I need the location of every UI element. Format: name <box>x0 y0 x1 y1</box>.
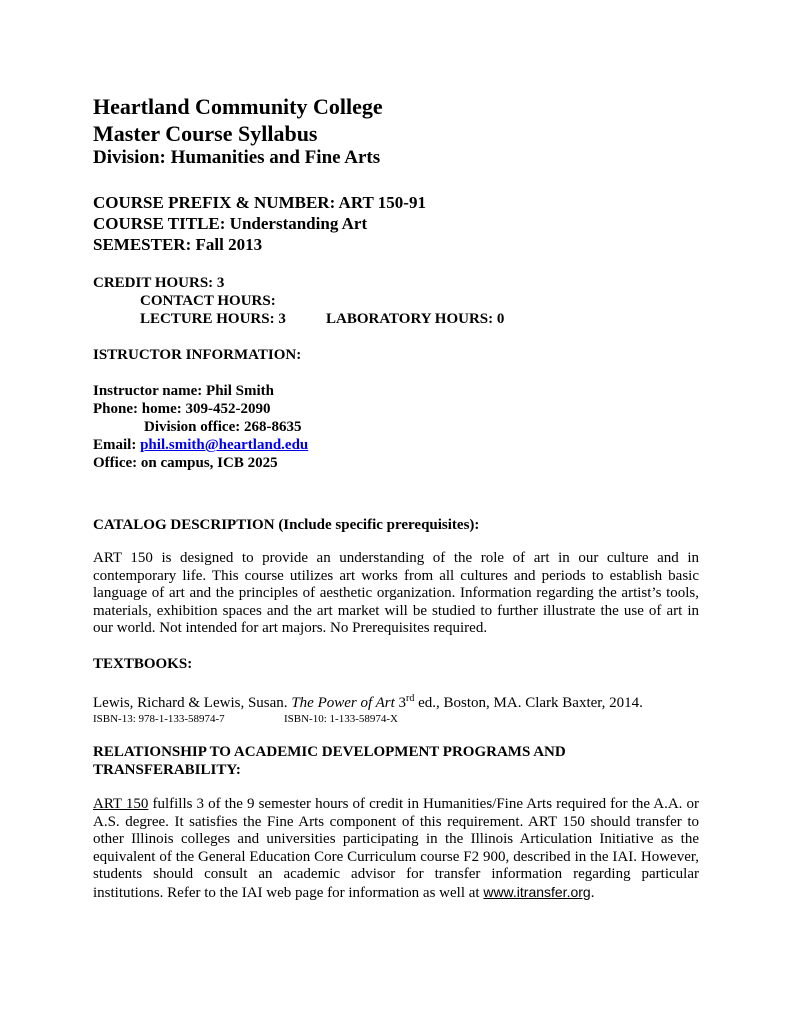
isbn-10: ISBN-10: 1-133-58974-X <box>284 712 398 725</box>
relationship-heading-line1: RELATIONSHIP TO ACADEMIC DEVELOPMENT PROGRAMS AND <box>93 743 566 760</box>
textbook-edition-number: 3 <box>394 694 407 711</box>
contact-hours: CONTACT HOURS: <box>140 293 276 309</box>
textbook-authors: Lewis, Richard & Lewis, Susan. <box>93 694 292 711</box>
instructor-phone: Phone: home: 309-452-2090 <box>93 401 271 417</box>
instructor-office: Office: on campus, ICB 2025 <box>93 455 278 471</box>
division-office-phone: Division office: 268-8635 <box>144 419 302 435</box>
lecture-lab-hours-row <box>93 310 699 328</box>
isbn-13: ISBN-13: 978-1-133-58974-7 <box>93 712 225 725</box>
relationship-text <box>93 796 699 903</box>
email-label: Email: <box>93 437 141 453</box>
catalog-heading-label: CATALOG DESCRIPTION <box>93 517 275 533</box>
course-prefix-number: COURSE PREFIX & NUMBER: ART 150-91 <box>93 193 426 212</box>
instructor-email-line <box>93 436 699 454</box>
instructor-heading: ISTRUCTOR INFORMATION: <box>93 347 302 363</box>
catalog-heading <box>93 516 699 534</box>
course-title: COURSE TITLE: Understanding Art <box>93 214 368 233</box>
lecture-hours: LECTURE HOURS: 3 <box>140 311 286 327</box>
division-heading: Division: Humanities and Fine Arts <box>93 147 381 168</box>
laboratory-hours: LABORATORY HOURS: 0 <box>326 311 505 327</box>
catalog-description: ART 150 is designed to provide an understanding of the role of art in our culture and in contemporary life. This course utilizes art works from all cultures and periods to establish basic language of art and the principles of aesthetic organization. Information regarding the artist’s tools, materials, exhibition spaces and the art market will be studied to further illustrate the use of art in our world. Not intended for art majors. No Prerequisites required. <box>93 550 699 637</box>
relationship-heading-line2: TRANSFERABILITY: <box>93 761 241 778</box>
college-name: Heartland Community College <box>93 94 383 119</box>
document-title: Master Course Syllabus <box>93 121 318 146</box>
credit-hours: CREDIT HOURS: 3 <box>93 275 225 291</box>
course-semester: SEMESTER: Fall 2013 <box>93 235 263 254</box>
catalog-heading-note: (Include specific prerequisites): <box>274 517 480 533</box>
itransfer-link[interactable]: www.itransfer.org <box>483 883 591 900</box>
textbook-edition-suffix: rd <box>406 692 415 704</box>
textbook-citation <box>93 690 699 712</box>
isbn-row <box>93 712 699 726</box>
syllabus-page <box>93 93 699 903</box>
relationship-body: fulfills 3 of the 9 semester hours of credit in Humanities/Fine Arts required for the A.A. or A.S. degree. It satisfies the Fine Arts component of this requirement. ART 150 should transfer to other Illinois colleges and universities participating in the Illinois Articulation Initiative as the equivalent of the General Education Core Curriculum course F2 900, described in the IAI. However, students should consult an academic advisor for transfer information regarding particular institutions. Refer to the IAI web page for information as well at <box>93 795 699 901</box>
course-reference: ART 150 <box>93 795 149 812</box>
textbooks-heading: TEXTBOOKS: <box>93 655 193 672</box>
email-link[interactable]: phil.smith@heartland.edu <box>140 437 309 453</box>
relationship-end: . <box>590 884 595 901</box>
textbook-publication: ed., Boston, MA. Clark Baxter, 2014. <box>414 694 643 711</box>
textbook-title: The Power of Art <box>291 694 395 711</box>
instructor-name: Instructor name: Phil Smith <box>93 383 274 399</box>
